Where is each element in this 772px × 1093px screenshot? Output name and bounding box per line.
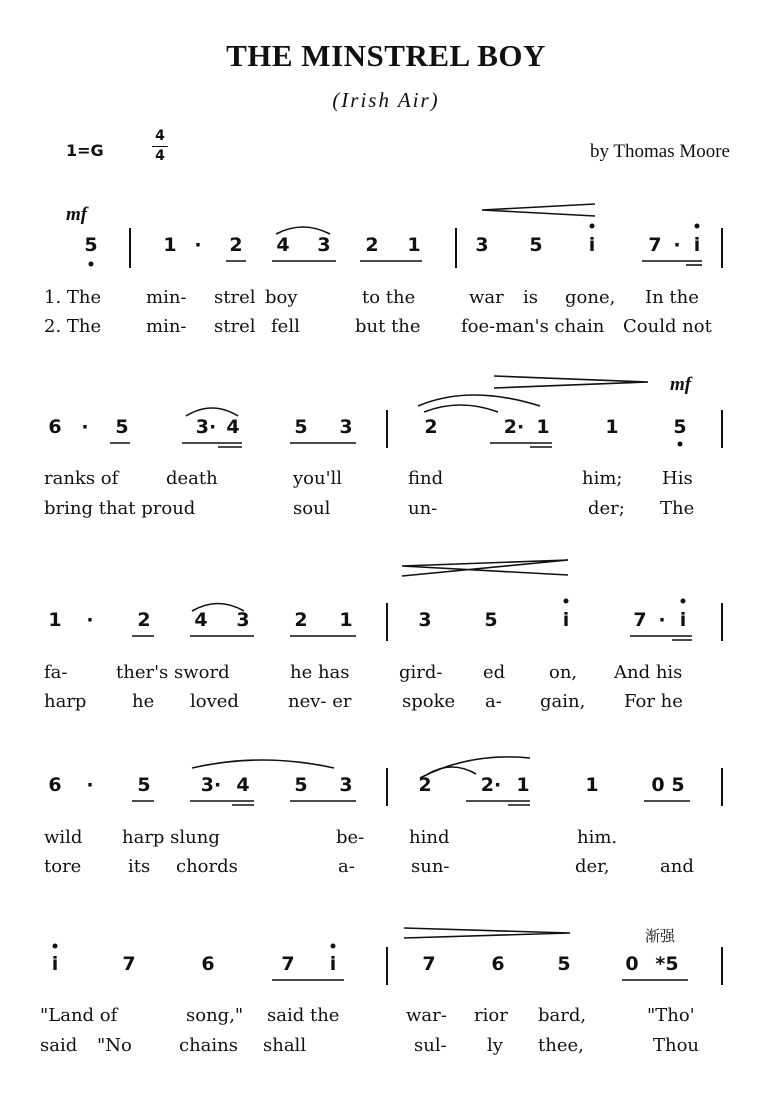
note: 3: [339, 416, 353, 438]
note: 3·: [200, 774, 222, 796]
note: i: [679, 609, 687, 631]
lyric: harp: [44, 691, 87, 712]
lyric: chains: [179, 1035, 238, 1056]
note: 5: [294, 774, 308, 796]
lyric: ther's sword: [116, 662, 230, 683]
slur: [192, 760, 334, 768]
note: 6: [491, 953, 505, 975]
key-signature: 1=G: [66, 141, 104, 160]
lyric: you'll: [293, 468, 343, 489]
lyric: In the: [645, 287, 699, 308]
note: i: [562, 609, 570, 631]
lyric: der,: [575, 856, 610, 877]
note: 3: [339, 774, 353, 796]
author-credit: by Thomas Moore: [589, 141, 730, 162]
note: i: [693, 234, 701, 256]
note: 0: [625, 953, 639, 975]
note: 4: [236, 774, 250, 796]
note: i: [588, 234, 596, 256]
high-octave-dot: [331, 944, 336, 949]
lyric: shall: [263, 1035, 307, 1056]
high-octave-dot: [695, 224, 700, 229]
dot: ·: [86, 609, 94, 631]
lyric: he has: [290, 662, 350, 683]
low-octave-dot: [89, 262, 94, 267]
lyric: ranks of: [44, 468, 119, 489]
lyric: hind: [409, 827, 450, 848]
note: 5: [294, 416, 308, 438]
lyric: a-: [338, 856, 355, 877]
lyric: fell: [271, 316, 300, 337]
lyric: fa-: [44, 662, 68, 683]
note: 3: [418, 609, 432, 631]
note: 1: [48, 609, 62, 631]
song-title: THE MINSTREL BOY: [226, 38, 546, 73]
note: 3: [475, 234, 489, 256]
note: 2: [137, 609, 151, 631]
lyric: death: [166, 468, 218, 489]
lyric: is: [523, 287, 538, 308]
lyric: be-: [336, 827, 365, 848]
dot: ·: [86, 774, 94, 796]
lyric: wild: [44, 827, 83, 848]
lyric: song,": [186, 1005, 244, 1026]
lyric: "Tho': [647, 1005, 695, 1026]
note: *5: [655, 953, 679, 975]
note: 0: [651, 774, 665, 796]
lyric: Thou: [653, 1035, 700, 1056]
note: 7: [633, 609, 647, 631]
lyric: he: [132, 691, 155, 712]
note: 2: [294, 609, 308, 631]
lyric: Could not: [623, 316, 712, 337]
lyric: him.: [577, 827, 618, 848]
lyric: bard,: [538, 1005, 587, 1026]
note: 3: [317, 234, 331, 256]
note: 7: [122, 953, 136, 975]
meter-denominator: 4: [155, 148, 165, 164]
lyric: said: [40, 1035, 78, 1056]
lyric: For he: [624, 691, 683, 712]
note: 5: [115, 416, 129, 438]
tie: [428, 767, 476, 774]
decrescendo-hairpin: [402, 560, 568, 576]
lyric: strel: [214, 287, 256, 308]
lyric: boy: [265, 287, 298, 308]
lyric: and: [660, 856, 694, 877]
note: 6: [48, 774, 62, 796]
note: 7: [648, 234, 662, 256]
dynamic-mf-2: mf: [670, 374, 692, 395]
lyric: nev- er: [288, 691, 352, 712]
note: 1: [516, 774, 530, 796]
lyric: said the: [267, 1005, 340, 1026]
lyric: harp slung: [122, 827, 220, 848]
lyric: on,: [549, 662, 578, 683]
note: 2·: [503, 416, 525, 438]
slur: [420, 757, 530, 778]
lyric: min-: [146, 316, 187, 337]
high-octave-dot: [590, 224, 595, 229]
note: 4: [194, 609, 208, 631]
lyric: find: [408, 468, 444, 489]
lyric: ed: [483, 662, 506, 683]
note: 2: [424, 416, 438, 438]
note: 3·: [195, 416, 217, 438]
dot: ·: [673, 234, 681, 256]
lyric: strel: [214, 316, 256, 337]
slur: [276, 227, 330, 234]
note: 1: [605, 416, 619, 438]
note: 2: [365, 234, 379, 256]
note: 1: [339, 609, 353, 631]
note: 2·: [480, 774, 502, 796]
note: 5: [671, 774, 685, 796]
note: 2: [229, 234, 243, 256]
lyric: foe-man's chain: [461, 316, 605, 337]
dynamic-mf-1: mf: [66, 204, 88, 225]
note: 5: [84, 234, 98, 256]
lyric: gain,: [540, 691, 586, 712]
note: 5: [673, 416, 687, 438]
note: 1: [585, 774, 599, 796]
high-octave-dot: [53, 944, 58, 949]
note: 7: [281, 953, 295, 975]
crescendo-hairpin: [482, 204, 595, 216]
note: 1: [536, 416, 550, 438]
note: i: [51, 953, 59, 975]
note: 4: [226, 416, 240, 438]
lyric: min-: [146, 287, 187, 308]
crescendo-hairpin: [494, 376, 648, 388]
lyric: its: [128, 856, 151, 877]
note: 5: [557, 953, 571, 975]
lyric: sul-: [414, 1035, 447, 1056]
note: i: [329, 953, 337, 975]
lyric: chords: [176, 856, 238, 877]
lyric: rior: [474, 1005, 508, 1026]
lyric: un-: [408, 498, 438, 519]
dot: ·: [658, 609, 666, 631]
note: 7: [422, 953, 436, 975]
lyric: bring that proud: [44, 498, 196, 519]
note: 3: [236, 609, 250, 631]
lyric: spoke: [402, 691, 456, 712]
lyric: ly: [487, 1035, 503, 1056]
decrescendo-hairpin: [404, 928, 570, 938]
lyric: gird-: [399, 662, 443, 683]
lyric: him;: [582, 468, 623, 489]
lyric: war: [469, 287, 504, 308]
lyric: soul: [293, 498, 331, 519]
note: 6: [201, 953, 215, 975]
dot: ·: [194, 234, 202, 256]
low-octave-dot: [678, 442, 683, 447]
lyric: sun-: [411, 856, 450, 877]
note: 4: [276, 234, 290, 256]
lyric: war-: [406, 1005, 447, 1026]
note: 1: [163, 234, 177, 256]
note: 5: [137, 774, 151, 796]
note: 1: [407, 234, 421, 256]
lyric: 1. The: [44, 287, 102, 308]
lyric: tore: [44, 856, 82, 877]
note: 2: [418, 774, 432, 796]
meter-numerator: 4: [155, 128, 165, 144]
lyric: loved: [190, 691, 239, 712]
lyric: to the: [362, 287, 416, 308]
slur: [418, 395, 540, 406]
high-octave-dot: [564, 599, 569, 604]
lyric: "No: [97, 1035, 132, 1056]
lyric: der;: [588, 498, 625, 519]
lyric: thee,: [538, 1035, 584, 1056]
note: 6: [48, 416, 62, 438]
song-subtitle: (Irish Air): [332, 88, 440, 112]
note: 5: [484, 609, 498, 631]
slur: [186, 408, 238, 416]
dot: ·: [81, 416, 89, 438]
note: 5: [529, 234, 543, 256]
lyric: His: [662, 468, 693, 489]
lyric: The: [660, 498, 695, 519]
lyric: but the: [355, 316, 421, 337]
lyric: gone,: [565, 287, 616, 308]
high-octave-dot: [681, 599, 686, 604]
lyric: 2. The: [44, 316, 102, 337]
tie: [424, 405, 498, 412]
crescendo-chinese-label: 渐强: [645, 927, 676, 945]
lyric: And his: [614, 662, 683, 683]
slur: [192, 604, 244, 612]
lyric: a-: [485, 691, 502, 712]
lyric: "Land of: [40, 1005, 118, 1026]
